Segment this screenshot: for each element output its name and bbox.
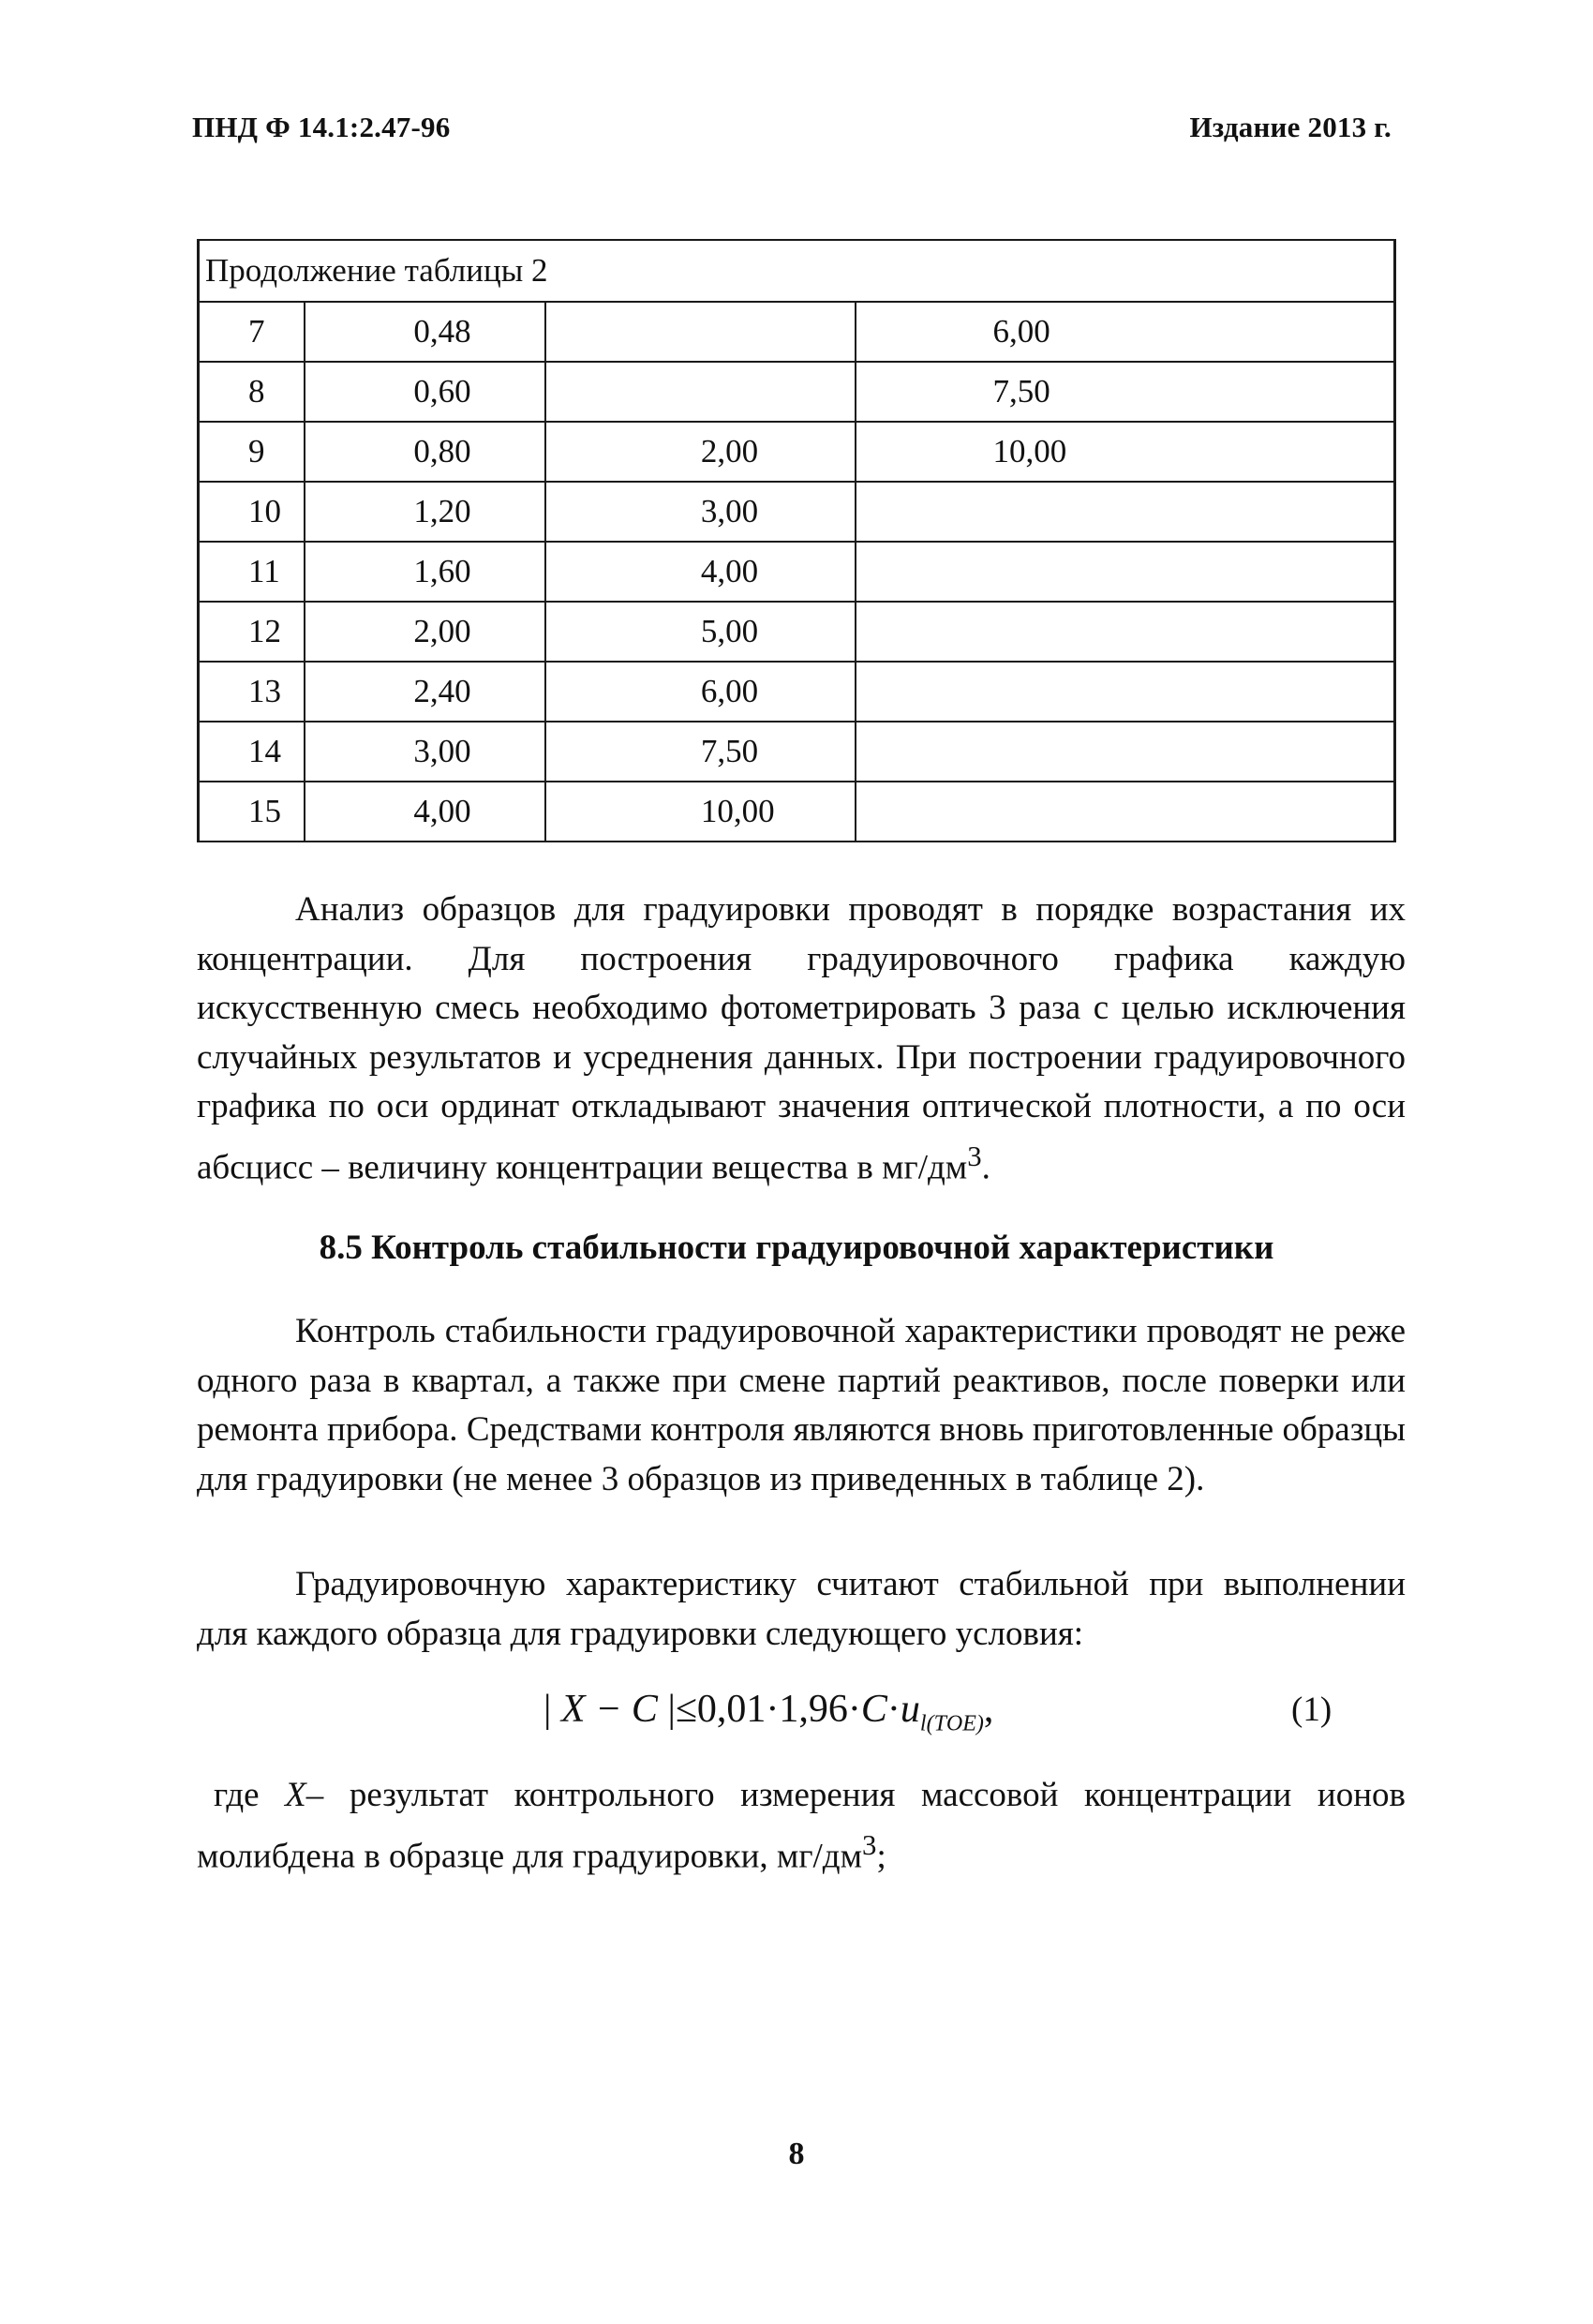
table-cell — [856, 662, 1394, 722]
table-cell: 6,00 — [545, 662, 856, 722]
paragraph-calibration-analysis — [197, 886, 1406, 1192]
legend-end: ; — [876, 1836, 886, 1875]
table-cell: 0,48 — [305, 302, 545, 362]
table-row — [199, 782, 1395, 842]
edition-label: Издание 2013 г. — [1189, 111, 1392, 143]
table-caption-row — [199, 240, 1395, 302]
table-row — [199, 722, 1395, 782]
table-cell: 1,60 — [305, 542, 545, 602]
table-cell: 7,50 — [856, 362, 1394, 422]
table-cell: 10 — [199, 482, 305, 542]
formula-tail: , — [983, 1688, 994, 1731]
paragraph-formula-legend — [197, 1771, 1406, 1881]
table-caption: Продолжение таблицы 2 — [199, 240, 1395, 302]
table-cell: 7,50 — [545, 722, 856, 782]
paragraph-stability-control: Контроль стабильности градуировочной характеристики проводят не реже одного раза в квартал, а также при смене партий реактивов, после поверки или ремонта прибора. Средствами контроля являются вновь приготовленные образцы для градуировки (не менее 3 образцов из приведенных в таблице 2). — [197, 1312, 1406, 1498]
legend-prefix: где — [214, 1776, 286, 1814]
formula-dot: · — [886, 1688, 901, 1731]
page-number: 8 — [788, 2137, 805, 2171]
formula-c: C — [860, 1688, 887, 1731]
table-cell: 6,00 — [856, 302, 1394, 362]
table-row — [199, 602, 1395, 662]
table-cell: 1,20 — [305, 482, 545, 542]
abs-bar-right: | — [667, 1688, 676, 1731]
table-cell: 12 — [199, 602, 305, 662]
paragraph-text: Анализ образцов для градуировки проводят в порядке возрастания их концентрации. Для построения градуировочного графика каждую искусственную смесь необходимо фотометрировать 3 раза с целью исключения случайных результатов и усреднения данных. При построении градуировочного графика по оси ординат откладывают значения оптической плотности, а по оси абсцисс – величину концентрации вещества в мг/дм — [197, 890, 1406, 1186]
superscript: 3 — [862, 1828, 877, 1861]
abs-bar-left: | — [543, 1688, 552, 1731]
formula-number: (1) — [1291, 1691, 1332, 1729]
formula-1 — [543, 1687, 993, 1736]
table-cell — [856, 542, 1394, 602]
table-cell: 10,00 — [856, 422, 1394, 482]
table-row — [199, 662, 1395, 722]
table-cell — [545, 362, 856, 422]
table-cell: 0,80 — [305, 422, 545, 482]
legend-text: – результат контрольного измерения массовой концентрации ионов молибдена в образце для градуировки, мг/дм — [197, 1776, 1406, 1875]
table-cell: 13 — [199, 662, 305, 722]
table-row — [199, 422, 1395, 482]
formula-u: u — [900, 1688, 920, 1731]
superscript: 3 — [967, 1140, 982, 1172]
table-cell: 2,40 — [305, 662, 545, 722]
section-title: 8.5 Контроль стабильности градуировочной характеристики — [319, 1229, 1274, 1267]
paragraph-end: . — [981, 1147, 990, 1186]
table-cell: 7 — [199, 302, 305, 362]
table-cell — [856, 722, 1394, 782]
table-row — [199, 482, 1395, 542]
formula-subscript: l(ТОЕ) — [919, 1711, 984, 1736]
formula-rhs: ≤0,01·1,96· — [675, 1688, 861, 1731]
table-cell: 11 — [199, 542, 305, 602]
table-cell — [545, 302, 856, 362]
table-cell: 2,00 — [305, 602, 545, 662]
table-2-continuation — [197, 239, 1396, 842]
table-row — [199, 542, 1395, 602]
table-cell: 15 — [199, 782, 305, 842]
table-cell — [856, 482, 1394, 542]
table-cell: 8 — [199, 362, 305, 422]
table-cell: 5,00 — [545, 602, 856, 662]
table-cell: 0,60 — [305, 362, 545, 422]
table-cell — [856, 602, 1394, 662]
table-cell: 3,00 — [545, 482, 856, 542]
paragraph-stability-condition: Градуировочную характеристику считают стабильной при выполнении для каждого образца для градуировки следующего условия: — [197, 1565, 1406, 1653]
legend-variable: X — [285, 1776, 306, 1814]
document-code: ПНД Ф 14.1:2.47-96 — [192, 111, 451, 143]
table-cell: 4,00 — [305, 782, 545, 842]
section-heading — [0, 1228, 1593, 1268]
table-cell: 10,00 — [545, 782, 856, 842]
table-cell: 3,00 — [305, 722, 545, 782]
formula-lhs: X − C — [551, 1688, 668, 1731]
table-cell: 2,00 — [545, 422, 856, 482]
table-cell: 9 — [199, 422, 305, 482]
table-row — [199, 362, 1395, 422]
table-row — [199, 302, 1395, 362]
table-cell — [856, 782, 1394, 842]
table-cell: 4,00 — [545, 542, 856, 602]
table-cell: 14 — [199, 722, 305, 782]
